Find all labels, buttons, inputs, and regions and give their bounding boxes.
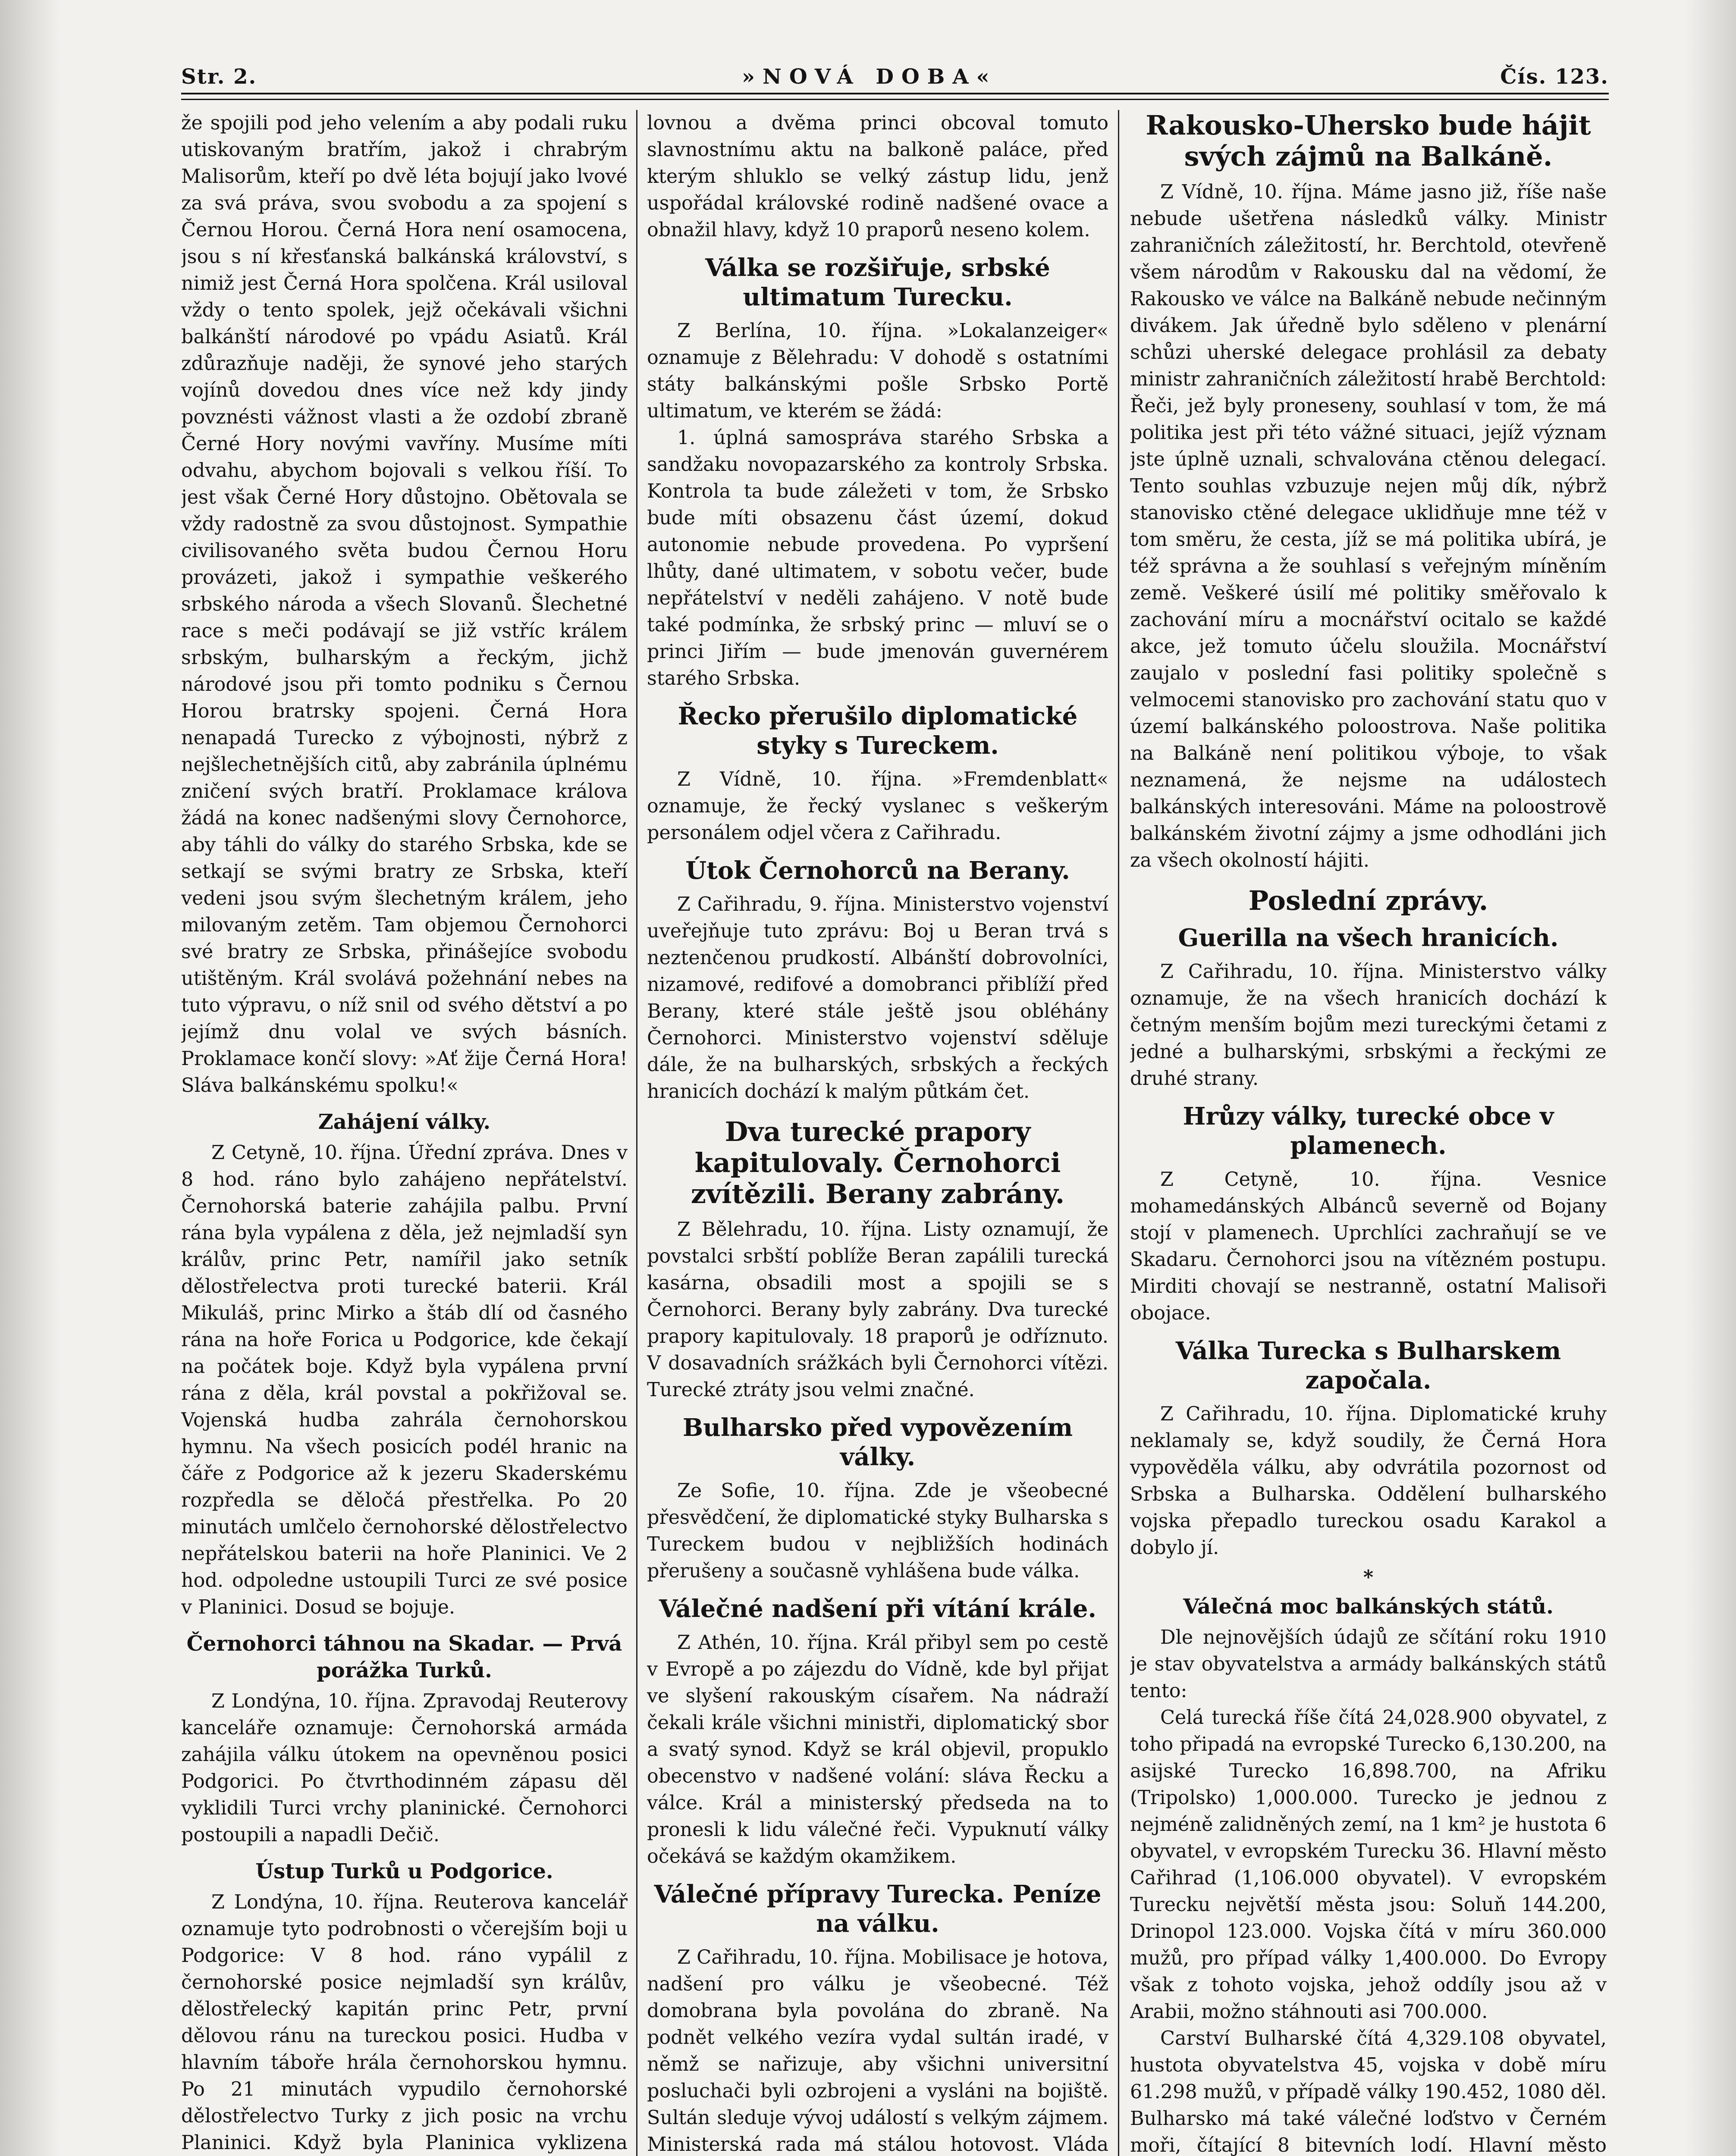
article-text: Z Bělehradu, 10. října. Listy oznamují, že povstalci srbští poblíže Beran zapálili turecká kasárna, obsadili most a spojili se s Černohorci. Berany byly zabrány. Dva turecké prapory kapitulovaly. 18 praporů je odříznuto. V dosavadních srážkách byli Černohorci vítězi. Turecké ztráty jsou velmi značné. xyxy=(647,1219,1108,1401)
article-heading: Řecko přerušilo diplomatické styky s Tureckem. xyxy=(678,702,1078,760)
article-heading: Útok Černohorců na Berany. xyxy=(685,856,1070,885)
article-heading: Válečná moc balkánských států. xyxy=(1183,1595,1554,1619)
masthead-title: »NOVÁ DOBA« xyxy=(742,65,997,89)
column-2 xyxy=(647,110,1108,2156)
article-heading: Válka Turecka s Bulharskem započala. xyxy=(1175,1337,1561,1395)
article-heading: Hrůzy války, turecké obce v plamenech. xyxy=(1183,1102,1554,1160)
column-divider-1 xyxy=(636,110,637,2156)
column-3 xyxy=(1130,110,1607,2156)
page-header xyxy=(181,60,1609,95)
article-heading: Válečné nadšení při vítání krále. xyxy=(659,1595,1097,1623)
header-rule xyxy=(181,93,1609,100)
article-text: lovnou a dvěma princi obcoval tomuto slavnostnímu aktu na balkoně paláce, před kterým shluklo se velký zástup lidu, jenž uspořádal královské rodině nadšené ovace a obnažil hlavy, když 10 praporů neseno kolem. xyxy=(647,112,1108,241)
section-heading: Poslední zprávy. xyxy=(1248,885,1488,916)
article-heading: Guerilla na všech hranicích. xyxy=(1178,924,1559,952)
article-text: Z Athén, 10. října. Král přibyl sem po cestě v Evropě a po zájezdu do Vídně, kde byl přijat ve slyšení rakouským císařem. Na nádraží čekali krále všichni ministři, diplomatický sbor a svatý synod. Když se král objevil, propuklo obecenstvo v nadšené volání: sláva Řecku a válce. Král a ministerský předseda na to pronesli k lidu válečné řeči. Vypuknutí války očekává se každým okamžikem. xyxy=(647,1632,1108,1868)
article-heading: Zahájení války. xyxy=(318,1110,491,1134)
article-heading: Dva turecké prapory kapitulovaly. Černohorci zvítězili. Berany zabrány. xyxy=(691,1116,1065,1210)
section-separator: * xyxy=(1363,1566,1374,1589)
article-heading: Rakousko-Uhersko bude hájit svých zájmů na Balkáně. xyxy=(1146,110,1591,172)
article-text: Z Vídně, 10. října. Máme jasno již, říše naše nebude ušetřena následků války. Ministr zahraničních záležitostí, hr. Berchtold, otevřeně všem národům v Rakousku dal na vědomí, že Rakousko ve válce na Balkáně nebude nečinným divákem. Jak úředně bylo sděleno v plenární schůzi uherské delegace prohlásil za debaty ministr zahraničních záležitostí hrabě Berchtold: Řeči, jež byly proneseny, souhlasí v tom, že má politika jest při této vážné situaci, jejíž význam jste úplně uznali, schvalována ctěnou delegací. Tento souhlas vzbuzuje nejen můj dík, nýbrž stanovisko ctěné delegace uklidňuje mne též v tom směru, že cesta, jíž se má politika ubírá, je též správna a že souhlasí s veřejným míněním země. Veškeré úsilí mé politiky směřovalo k zachování míru a mocnářství ocitalo se každé akce, jež tomuto účelu sloužila. Mocnářství zaujalo v poslední fasi politiky společně s velmocemi stanovisko pro zachování statu quo v území balkánského poloostrova. Naše politika na Balkáně není politikou výboje, to však neznamená, že nejsme na událostech balkánských interesováni. Máme na poloostrově balkánském životní zájmy a jsme odhodláni jich za všech okolností hájiti. xyxy=(1130,181,1607,871)
article-text: Z Vídně, 10. října. »Fremdenblatt« oznamuje, že řecký vyslanec s veškerým personálem odjel včera z Cařihradu. xyxy=(647,768,1108,844)
article-text: Ze Sofie, 10. října. Zde je všeobecné přesvědčení, že diplomatické styky Bulharska s Tureckem budou v nejbližších hodinách přerušeny a současně vyhlášena bude válka. xyxy=(647,1480,1108,1582)
article-text: Dle nejnovějších údajů ze sčítání roku 1910 je stav obyvatelstva a armády balkánských států tento: xyxy=(1130,1626,1607,1702)
article-text: Z Cařihradu, 10. října. Mobilisace je hotova, nadšení pro válku je všeobecné. Též domobrana byla povolána do zbraně. Na podnět velkého vezíra vydal sultán iradé, v němž se nařizuje, aby všichni universitní posluchači byli ozbrojeni a vysláni na bojiště. Sultán sleduje vývoj událostí s velkým zájmem. Ministerská rada má stálou hotovost. Vláda xyxy=(647,1946,1108,2156)
article-text: Z Cařihradu, 10. října. Diplomatické kruhy neklamaly se, když soudily, že Černá Hora vypověděla válku, aby odvrátila pozornost od Srbska a Bulharska. Oddělení bulharského vojska přepadlo tureckou osadu Karakol a dobylo jí. xyxy=(1130,1403,1607,1559)
page-number: Str. 2. xyxy=(181,65,257,89)
article-text: 1. úplná samospráva starého Srbska a sandžaku novopazarského za kontroly Srbska. Kontrola ta bude záležeti v tom, že Srbsko bude míti obsazenu část území, dokud autonomie nebude provedena. Po vypršení lhůty, dané ultimatem, v sobotu večer, bude nepřátelství v neděli zahájeno. V notě bude také podmínka, že srbský princ — mluví se o princi Jiřím — bude jmenován guvernérem starého Srbska. xyxy=(647,427,1108,689)
article-heading: Bulharsko před vypovězením války. xyxy=(682,1413,1073,1471)
article-heading: Ústup Turků u Podgorice. xyxy=(255,1859,553,1883)
issue-number: Čís. 123. xyxy=(1500,65,1609,89)
column-divider-2 xyxy=(1118,110,1119,2156)
article-text: Z Cetyně, 10. října. Úřední zpráva. Dnes v 8 hod. ráno bylo zahájeno nepřátelství. Černohorská baterie zahájila palbu. První rána byla vypálena z děla, jež nejmladší syn králův, princ Petr, namířil jako setník dělostřelectva proti turecké baterii. Král Mikuláš, princ Mirko a štáb dlí od časného rána na hoře Forica u Podgorice, kde čekají na počátek boje. Když byla vypálena první rána z děla, král povstal a pokřižoval se. Vojenská hudba zahrála černohorskou hymnu. Na všech posicích podél hranic na čáře z Podgorice až k jezeru Skaderskému rozpředla se děločá přestřelka. Po 20 minutách umlčelo černohorské dělostřelectvo nepřátelskou baterii na hoře Planinici. Ve 2 hod. odpoledne ustoupili Turci ze své posice v Planinici. Dosud se bojuje. xyxy=(181,1142,628,1618)
column-1 xyxy=(181,110,628,2156)
article-text: Carství Bulharské čítá 4,329.108 obyvatel, hustota obyvatelstva 45, vojska v době míru 61.298 mužů, v případě války 190.452, 1080 děl. Bulharsko má také válečné loďstvo v Černém moři, čítající 8 bitevních lodí. Hlavní město xyxy=(1130,2028,1607,2156)
article-text: Celá turecká říše čítá 24,028.900 obyvatel, z toho připadá na evropské Turecko 6,130.200, na asijské Turecko 16,898.700, na Afriku (Tripolsko) 1,000.000. Turecko je jednou z nejméně zalidněných zemí, na 1 km² je hustota 6 obyvatel, v evropském Turecku 36. Hlavní město Cařihrad (1,106.000 obyvatel). V evropském Turecku největší města jsou: Soluň 144.200, Drinopol 123.000. Vojska čítá v míru 360.000 mužů, pro případ války 1,400.000. Do Evropy však z tohoto vojska, jehož oddíly jsou až v Arabii, možno stáhnouti asi 700.000. xyxy=(1130,1707,1607,2023)
article-text: Z Londýna, 10. října. Zpravodaj Reuterovy kanceláře oznamuje: Černohorská armáda zahájila válku útokem na opevněnou posici Podgorici. Po čtvrthodinném zápasu děl vyklidili Turci vrchy planinické. Černohorci postoupili a napadli Dečič. xyxy=(181,1690,628,1846)
article-text: Z Cařihradu, 9. října. Ministerstvo vojenství uveřejňuje tuto zprávu: Boj u Beran trvá s neztenčenou prudkostí. Albánští dobrovolníci, nizamové, redifové a domobranci přiblíží před Berany, které stále ještě jsou obléhány Černohorci. Ministerstvo vojenství sděluje dále, že na bulharských, srbských a řeckých hranicích dochází k malým půtkám čet. xyxy=(647,893,1108,1103)
article-text: Z Cařihradu, 10. října. Ministerstvo války oznamuje, že na všech hranicích dochází k četným menším bojům mezi tureckými četami z jedné a bulharskými, srbskými a řeckými ze druhé strany. xyxy=(1130,961,1607,1090)
article-heading: Válka se rozšiřuje, srbské ultimatum Turecku. xyxy=(705,254,1050,311)
page-edge-left xyxy=(0,0,60,2156)
article-heading: Černohorci táhnou na Skadar. — Prvá porážka Turků. xyxy=(186,1632,622,1683)
article-text: Z Cetyně, 10. října. Vesnice mohamedánských Albánců severně od Bojany stojí v plamenech. Uprchlíci zachraňují se ve Skadaru. Černohorci jsou na vítězném postupu. Mirditi chovají se nestranně, ostatní Malisoři obojace. xyxy=(1130,1169,1607,1324)
article-heading: Válečné přípravy Turecka. Peníze na válku. xyxy=(654,1880,1102,1938)
page-edge-right xyxy=(1684,0,1736,2156)
article-text: Z Berlína, 10. října. »Lokalanzeiger« oznamuje z Bělehradu: V dohodě s ostatními státy balkánskými pošle Srbsko Portě ultimatum, ve kterém se žádá: xyxy=(647,320,1108,422)
article-text: Z Londýna, 10. října. Reuterova kancelář oznamuje tyto podrobnosti o včerejším boji u Podgorice: V 8 hod. ráno vypálil z černohorské posice nejmladší syn králův, dělostřelecký kapitán princ Petr, první dělovou ránu na tureckou posici. Hudba v hlavním táboře hrála černohorskou hymnu. Po 21 minutách vypudilo černohorské dělostřelectvo Turky z jich posic na vrchu Planinici. Když byla Planinica vyklizena xyxy=(181,1891,628,2154)
article-text: že spojili pod jeho velením a aby podali ruku utiskovaným bratřím, jakož i chrabrým Malisorům, kteří po dvě léta bojují jako lvové za svá práva, svou svobodu a za spojení s Černou Horou. Černá Hora není osamocena, jsou s ní křesťanská balkánská království, s nimiž jest Černá Hora spolčena. Král usiloval vždy o tento spolek, jejž očekávali všichni balkánští národové po vpádu Asiatů. Král zdůrazňuje naději, že synové jeho starých vojínů dovedou dnes více než kdy jindy povznésti vážnost vlasti a že ozdobí zbraně Černé Hory novými vavříny. Musíme míti odvahu, abychom bojovali s velkou říší. To jest však Černé Hory důstojno. Obětovala se vždy radostně za svou důstojnost. Sympathie civilisovaného světa budou Černou Horu provázeti, jakož i sympathie veškerého srbského národa a všech Slovanů. Šlechetné race s meči podávají se již vstříc králem srbským, bulharským a řeckým, jichž národové jsou při tomto podniku s Černou Horou bratrsky spojeni. Černá Hora nenapadá Turecko z výbojnosti, nýbrž z nejšlechetnějších citů, aby zabránila úplnému zničení svých bratří. Proklamace králova žádá na konec nadšenými slovy Černohorce, aby táhli do války do starého Srbska, kde se setkají se svými bratry ze Srbska, kteří vedeni jsou svým šlechetným králem, jeho milovaným zetěm. Tam objemou Černohorci své bratry ze Srbska, přinášejíce svobodu utištěným. Král svolává požehnání nebes na tuto výpravu, o níž snil od svého dětství a po jejímž dnu volal ve svých básních. Proklamace končí slovy: »Ať žije Černá Hora! Sláva balkánskému spolku!« xyxy=(181,112,628,1097)
